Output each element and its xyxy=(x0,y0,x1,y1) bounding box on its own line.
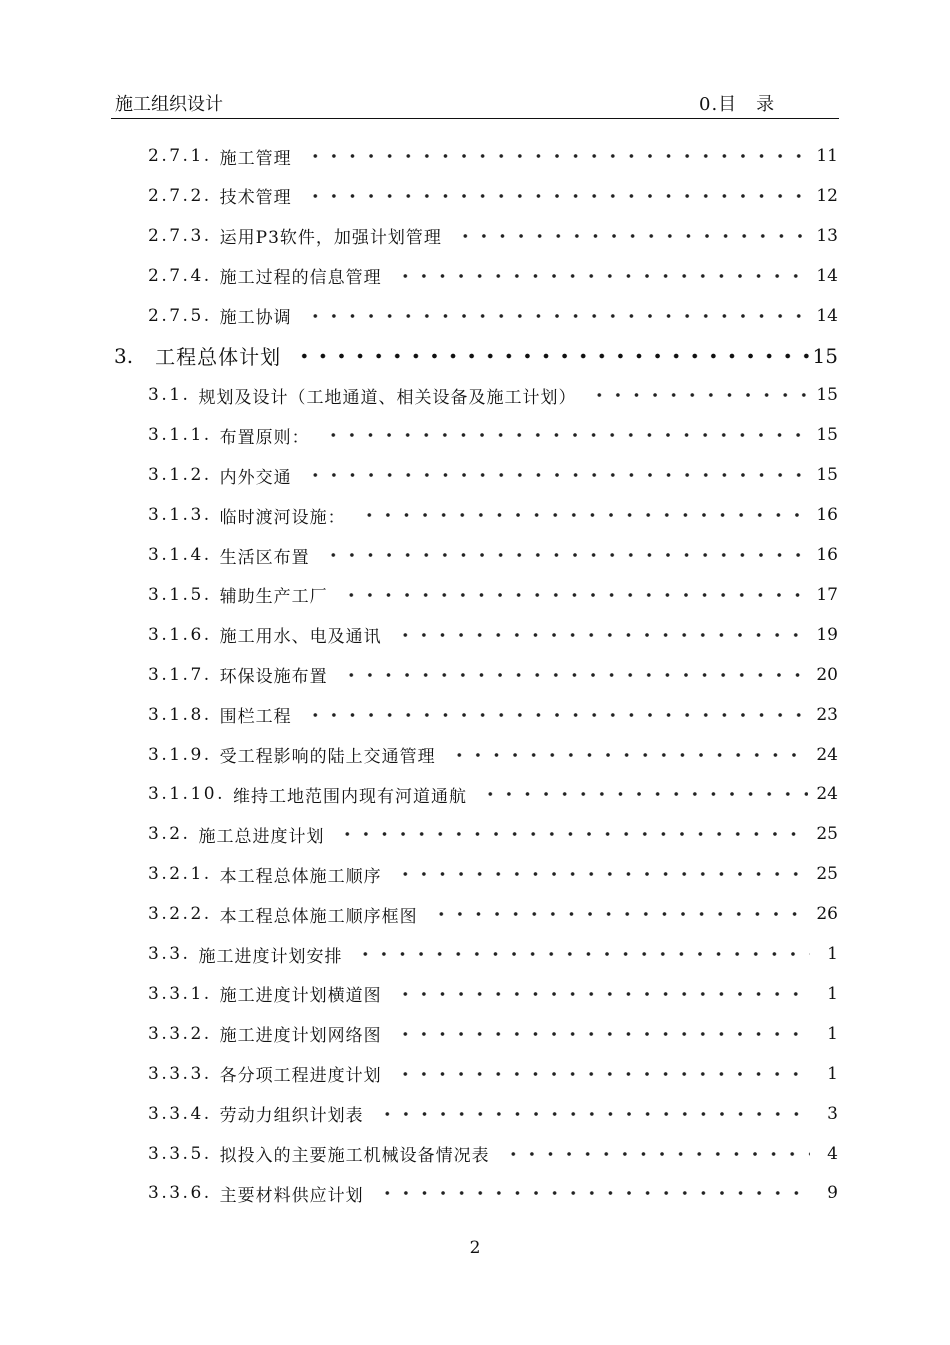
toc-entry-title: 拟投入的主要施工机械设备情况表 xyxy=(219,1146,490,1166)
toc-entry-number: 3.1.2. xyxy=(148,465,212,486)
toc-entry[interactable] xyxy=(148,176,838,216)
dot-leader xyxy=(342,672,809,678)
toc-entry-page: 16 xyxy=(816,545,838,565)
toc-entry-title: 受工程影响的陆上交通管理 xyxy=(219,747,436,767)
dot-leader xyxy=(306,712,809,718)
toc-entry-title: 各分项工程进度计划 xyxy=(219,1066,382,1087)
page-number: 2 xyxy=(469,1238,481,1258)
toc-entry-number: 3.1.5. xyxy=(148,584,212,605)
dot-leader xyxy=(342,592,809,598)
toc-entry-page: 15 xyxy=(812,343,838,368)
toc-entry-title: 内外交通 xyxy=(219,467,292,488)
toc-entry-title: 布置原则： xyxy=(219,427,310,448)
dot-leader xyxy=(396,991,810,997)
toc-entry-page: 13 xyxy=(816,225,838,246)
toc-entry-page: 14 xyxy=(816,305,838,326)
toc-entry[interactable] xyxy=(148,1014,838,1054)
toc-entry-page: 1 xyxy=(827,1023,838,1044)
toc-entry-number: 2.7.5. xyxy=(148,305,212,326)
toc-entry-number: 3.1.4. xyxy=(148,545,212,565)
toc-entry-page: 20 xyxy=(816,664,838,685)
toc-entry-page: 24 xyxy=(816,784,838,805)
toc-entry-page: 19 xyxy=(816,624,838,645)
toc-entry-title: 施工总进度计划 xyxy=(198,826,325,847)
dot-leader xyxy=(481,791,808,797)
toc-entry[interactable] xyxy=(148,615,838,655)
toc-entry-page: 16 xyxy=(816,505,838,526)
toc-entry-title: 施工用水、电及通讯 xyxy=(219,627,382,648)
toc-entry-page: 24 xyxy=(816,744,838,765)
toc-entry-title: 主要材料供应计划 xyxy=(219,1185,364,1206)
toc-entry[interactable] xyxy=(148,575,838,615)
toc-entry[interactable] xyxy=(148,136,838,176)
toc-entry[interactable] xyxy=(148,1134,838,1174)
toc-entry-number: 3. xyxy=(114,343,134,368)
toc-entry[interactable] xyxy=(148,894,838,934)
toc-entry-page: 25 xyxy=(816,864,838,885)
toc-entry[interactable] xyxy=(148,256,838,296)
toc-entry-number: 3.3.1. xyxy=(148,983,212,1004)
toc-entry-title: 施工过程的信息管理 xyxy=(219,268,382,289)
toc-entry-page: 11 xyxy=(816,146,838,166)
dot-leader xyxy=(306,193,809,199)
toc-entry-number: 3.1. xyxy=(148,385,191,406)
toc-entry-page: 15 xyxy=(816,425,838,446)
document-title: 施工组织设计 xyxy=(115,94,223,115)
toc-entry-number: 3.3.6. xyxy=(148,1183,212,1204)
toc-entry[interactable] xyxy=(148,974,838,1014)
toc-entry-title: 规划及设计（工地通道、相关设备及施工计划） xyxy=(198,387,577,408)
dot-leader xyxy=(360,512,809,518)
dot-leader xyxy=(306,153,809,159)
page-header xyxy=(111,88,839,119)
dot-leader xyxy=(338,831,808,837)
toc-entry-number: 3.1.9. xyxy=(148,744,212,765)
toc-entry-title: 运用P3软件，加强计划管理 xyxy=(219,228,442,249)
dot-leader xyxy=(324,432,809,438)
toc-entry-number: 3.1.6. xyxy=(148,624,212,645)
toc-entry-number: 2.7.4. xyxy=(148,265,212,286)
dot-leader xyxy=(396,1031,810,1037)
toc-entry[interactable] xyxy=(148,854,838,894)
toc-entry-page: 14 xyxy=(816,265,838,286)
dot-leader xyxy=(432,911,809,917)
toc-entry[interactable] xyxy=(148,814,838,854)
dot-leader xyxy=(396,273,809,279)
dot-leader xyxy=(396,632,809,638)
toc-entry-title: 劳动力组织计划表 xyxy=(219,1106,364,1127)
toc-entry-page: 9 xyxy=(827,1183,838,1204)
toc-entry[interactable] xyxy=(148,735,838,775)
toc-entry-number: 3.3.5. xyxy=(148,1143,212,1164)
toc-entry[interactable] xyxy=(148,296,838,336)
toc-entry-title: 施工进度计划安排 xyxy=(198,946,343,967)
dot-leader xyxy=(456,233,808,239)
toc-entry-page: 1 xyxy=(827,944,838,964)
toc-entry-title: 维持工地范围内现有河道通航 xyxy=(232,786,467,807)
toc-entry-number: 3.3.2. xyxy=(148,1023,212,1044)
toc-entry-title: 施工协调 xyxy=(219,308,292,329)
toc-entry-page: 15 xyxy=(816,385,838,406)
dot-leader xyxy=(504,1151,810,1157)
toc-entry-number: 2.7.3. xyxy=(148,225,212,246)
toc-entry[interactable] xyxy=(148,1173,838,1213)
toc-entry-title: 施工进度计划横道图 xyxy=(219,986,382,1007)
toc-entry-number: 3.3.4. xyxy=(148,1103,212,1124)
toc-entry-title: 本工程总体施工顺序 xyxy=(219,866,382,887)
toc-entry-number: 3.1.1. xyxy=(148,425,212,446)
toc-entry-page: 23 xyxy=(816,704,838,725)
toc-entry-title: 临时渡河设施： xyxy=(219,507,346,528)
toc-entry-number: 2.7.2. xyxy=(148,185,212,206)
toc-entry[interactable] xyxy=(148,495,838,535)
toc-entry[interactable] xyxy=(148,774,838,814)
toc-entry-page: 4 xyxy=(827,1143,838,1164)
toc-entry-title: 环保设施布置 xyxy=(219,667,328,688)
toc-entry-number: 3.3. xyxy=(148,944,191,964)
toc-entry[interactable] xyxy=(148,375,838,415)
toc-entry[interactable] xyxy=(148,655,838,695)
toc-entry-page: 26 xyxy=(816,904,838,925)
toc-entry-title: 工程总体计划 xyxy=(155,345,282,369)
toc-entry-title: 辅助生产工厂 xyxy=(219,587,328,608)
dot-leader xyxy=(590,392,808,398)
toc-entry-number: 3.1.3. xyxy=(148,505,212,526)
toc-entry[interactable] xyxy=(148,934,838,974)
toc-entry-title: 围栏工程 xyxy=(219,707,292,728)
toc-entry-title: 施工进度计划网络图 xyxy=(219,1026,382,1047)
toc-entry[interactable] xyxy=(148,415,838,455)
section-title: 0.目 录 xyxy=(699,94,776,115)
toc-entry[interactable] xyxy=(148,695,838,735)
dot-leader xyxy=(378,1190,810,1196)
toc-entry-number: 3.1.7. xyxy=(148,664,212,685)
toc-entry-number: 2.7.1. xyxy=(148,146,212,166)
toc-entry-number: 3.2.1. xyxy=(148,864,212,885)
toc-entry[interactable] xyxy=(148,1054,838,1094)
dot-leader xyxy=(396,871,809,877)
toc-entry-title: 技术管理 xyxy=(219,188,292,209)
toc-entry[interactable] xyxy=(148,1094,838,1134)
toc-entry-page: 15 xyxy=(816,465,838,486)
toc-entry-number: 3.2. xyxy=(148,824,191,845)
toc-entry-page: 17 xyxy=(816,584,838,605)
toc-entry[interactable] xyxy=(114,336,838,376)
toc-entry-title: 本工程总体施工顺序框图 xyxy=(219,906,418,927)
toc-entry[interactable] xyxy=(148,535,838,575)
dot-leader xyxy=(306,313,809,319)
dot-leader xyxy=(356,951,810,957)
toc-entry[interactable] xyxy=(148,455,838,495)
toc-entry-page: 25 xyxy=(816,824,838,845)
toc-entry-page: 3 xyxy=(827,1103,838,1124)
dot-leader xyxy=(306,472,809,478)
dot-leader xyxy=(295,353,808,359)
toc-entry-number: 3.1.10. xyxy=(148,784,225,805)
toc-entry-number: 3.3.3. xyxy=(148,1063,212,1084)
toc-entry-title: 生活区布置 xyxy=(219,547,310,568)
toc-entry-page: 1 xyxy=(827,1063,838,1084)
toc-entry-number: 3.1.8. xyxy=(148,704,212,725)
toc-entry[interactable] xyxy=(148,216,838,256)
toc-entry-number: 3.2.2. xyxy=(148,904,212,925)
dot-leader xyxy=(396,1071,810,1077)
toc-entry-title: 施工管理 xyxy=(219,148,292,169)
dot-leader xyxy=(450,752,809,758)
dot-leader xyxy=(324,552,809,558)
toc-entry-page: 1 xyxy=(827,983,838,1004)
toc-entry-page: 12 xyxy=(816,185,838,206)
dot-leader xyxy=(378,1111,810,1117)
